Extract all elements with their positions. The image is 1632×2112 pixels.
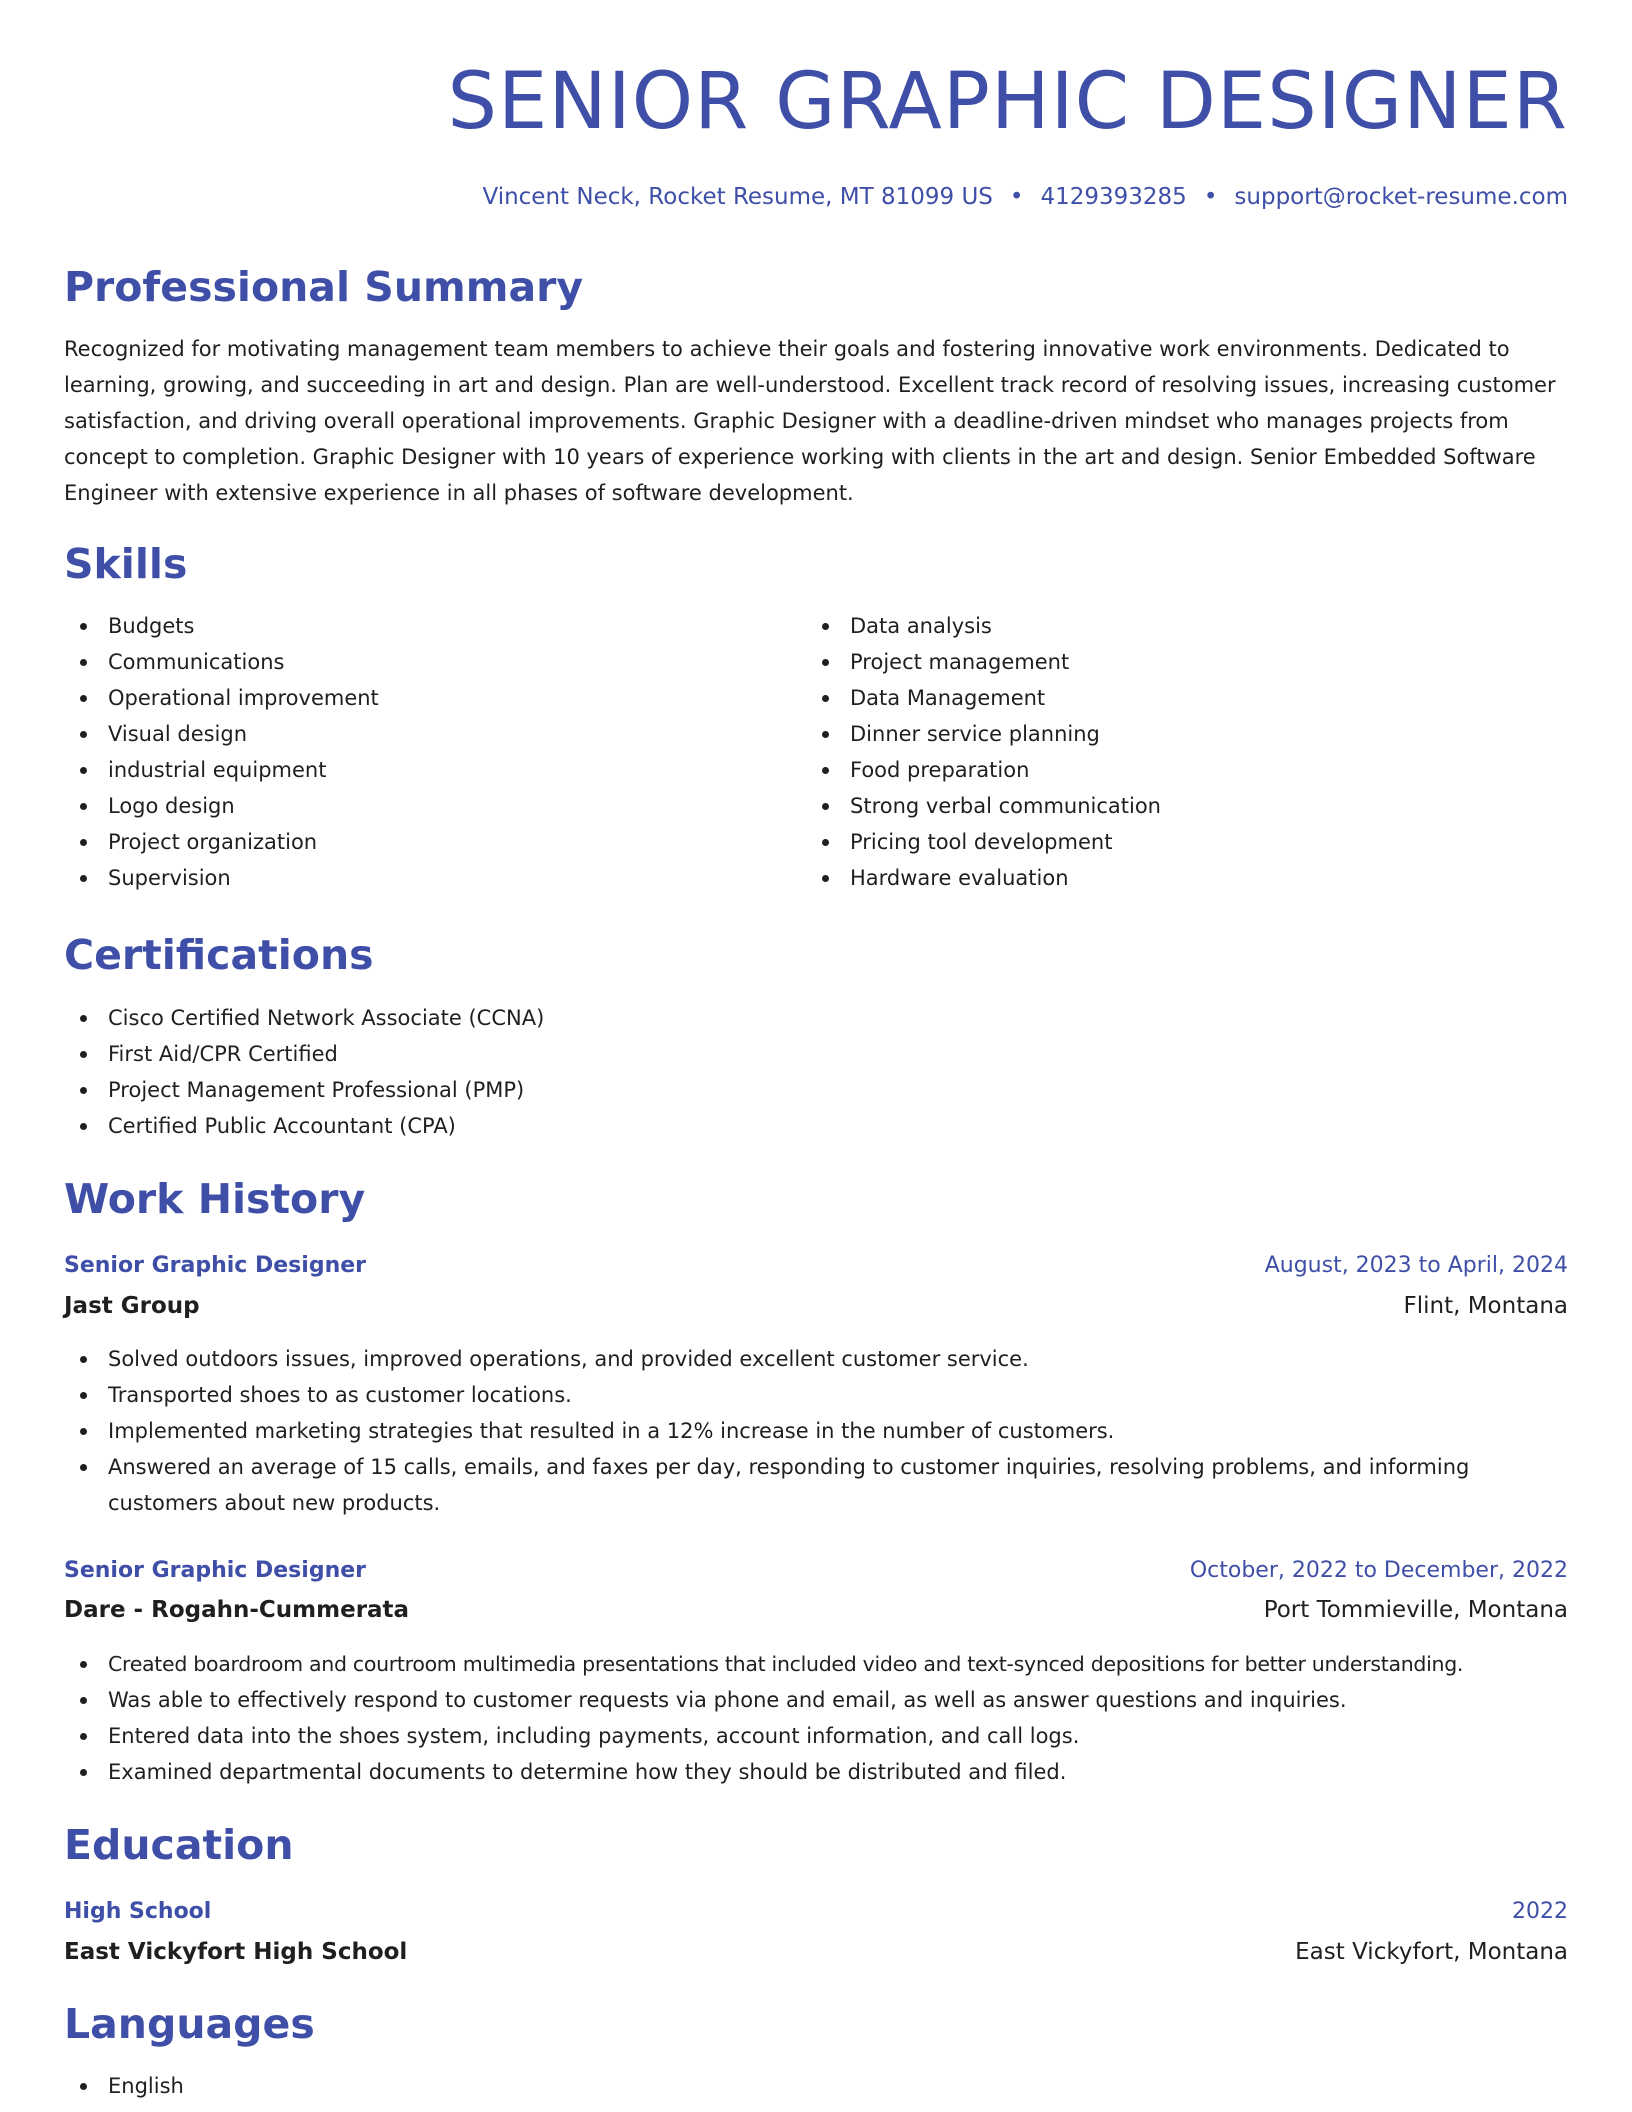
skill-item: Strong verbal communication xyxy=(806,788,1161,824)
job-duty-item: Entered data into the shoes system, including payments, account information, and call logs. xyxy=(64,1718,1568,1754)
contact-phone: 4129393285 xyxy=(1040,184,1187,210)
certification-item: Cisco Certified Network Associate (CCNA) xyxy=(64,1000,544,1036)
skill-item: Food preparation xyxy=(806,752,1161,788)
education-degree: High School xyxy=(64,1899,212,1924)
skill-item: Dinner service planning xyxy=(806,716,1161,752)
job-duty-item: Was able to effectively respond to customer requests via phone and email, as well as answer questions and inquiries. xyxy=(64,1682,1568,1718)
contact-address: Vincent Neck, Rocket Resume, MT 81099 US xyxy=(482,184,993,210)
job-title: Senior Graphic Designer xyxy=(64,1558,366,1583)
certifications-heading: Certifications xyxy=(64,931,374,979)
education-year: 2022 xyxy=(1512,1899,1568,1924)
education-header xyxy=(64,1895,1568,1929)
job-location: Flint, Montana xyxy=(1403,1293,1568,1319)
certifications-list xyxy=(64,1000,544,1144)
skill-item: Visual design xyxy=(64,716,379,752)
job-duty-item: Examined departmental documents to determine how they should be distributed and filed. xyxy=(64,1754,1568,1790)
job-header xyxy=(64,1554,1568,1588)
job-title: Senior Graphic Designer xyxy=(64,1253,366,1278)
skills-list-left xyxy=(64,608,379,896)
contact-separator: • xyxy=(1009,184,1024,210)
summary-heading: Professional Summary xyxy=(64,263,584,311)
skill-item: Operational improvement xyxy=(64,680,379,716)
contact-line xyxy=(482,180,1568,214)
work-history-heading: Work History xyxy=(64,1175,366,1223)
skills-list-right xyxy=(806,608,1161,896)
skill-item: Data analysis xyxy=(806,608,1161,644)
skill-item: Pricing tool development xyxy=(806,824,1161,860)
education-heading: Education xyxy=(64,1821,294,1869)
job-duties-list xyxy=(64,1646,1568,1790)
job-company: Dare - Rogahn-Cummerata xyxy=(64,1597,410,1623)
contact-email: support@rocket-resume.com xyxy=(1234,184,1568,210)
skill-item: Data Management xyxy=(806,680,1161,716)
job-duty-item: Transported shoes to as customer locations. xyxy=(64,1377,1568,1413)
resume-title: SENIOR GRAPHIC DESIGNER xyxy=(447,57,1568,147)
certification-item: Certified Public Accountant (CPA) xyxy=(64,1108,544,1144)
skill-item: Hardware evaluation xyxy=(806,860,1161,896)
summary-text: Recognized for motivating management team members to achieve their goals and fostering innovative work environments. Dedicated to learning, growing, and succeeding in art and design. Plan are well-understood. Excellent track record of resolving issues, increasing customer satisfaction, and driving overall operational improvements. Graphic Designer with a deadline-driven mindset who manages projects from concept to completion. Graphic Designer with 10 years of experience working with clients in the art and design. Senior Embedded Software Engineer with extensive experience in all phases of software development. xyxy=(64,337,1556,505)
job-duties-list xyxy=(64,1341,1568,1521)
skills-heading: Skills xyxy=(64,540,188,588)
skill-item: Project organization xyxy=(64,824,379,860)
education-school: East Vickyfort High School xyxy=(64,1939,408,1965)
languages-list xyxy=(64,2068,184,2104)
job-employer-row xyxy=(64,1593,1568,1627)
certification-item: First Aid/CPR Certified xyxy=(64,1036,544,1072)
job-duty-item: Answered an average of 15 calls, emails, and faxes per day, responding to customer inquiries, resolving problems, and informing customers about new products. xyxy=(64,1449,1568,1521)
job-header xyxy=(64,1249,1568,1283)
education-school-row xyxy=(64,1935,1568,1969)
skill-item: Communications xyxy=(64,644,379,680)
skill-item: industrial equipment xyxy=(64,752,379,788)
job-duty-item: Solved outdoors issues, improved operations, and provided excellent customer service. xyxy=(64,1341,1568,1377)
job-location: Port Tommieville, Montana xyxy=(1263,1597,1568,1623)
skill-item: Budgets xyxy=(64,608,379,644)
skill-item: Project management xyxy=(806,644,1161,680)
job-duty-item: Created boardroom and courtroom multimedia presentations that included video and text-synced depositions for better understanding. xyxy=(64,1646,1568,1682)
language-item: English xyxy=(64,2068,184,2104)
skill-item: Logo design xyxy=(64,788,379,824)
education-location: East Vickyfort, Montana xyxy=(1295,1939,1568,1965)
skill-item: Supervision xyxy=(64,860,379,896)
job-employer-row xyxy=(64,1289,1568,1323)
certification-item: Project Management Professional (PMP) xyxy=(64,1072,544,1108)
job-dates: October, 2022 to December, 2022 xyxy=(1189,1558,1568,1583)
contact-separator: • xyxy=(1203,184,1218,210)
job-dates: August, 2023 to April, 2024 xyxy=(1264,1253,1568,1278)
job-company: Jast Group xyxy=(64,1293,200,1319)
job-duty-item: Implemented marketing strategies that resulted in a 12% increase in the number of customers. xyxy=(64,1413,1568,1449)
languages-heading: Languages xyxy=(64,2000,315,2048)
